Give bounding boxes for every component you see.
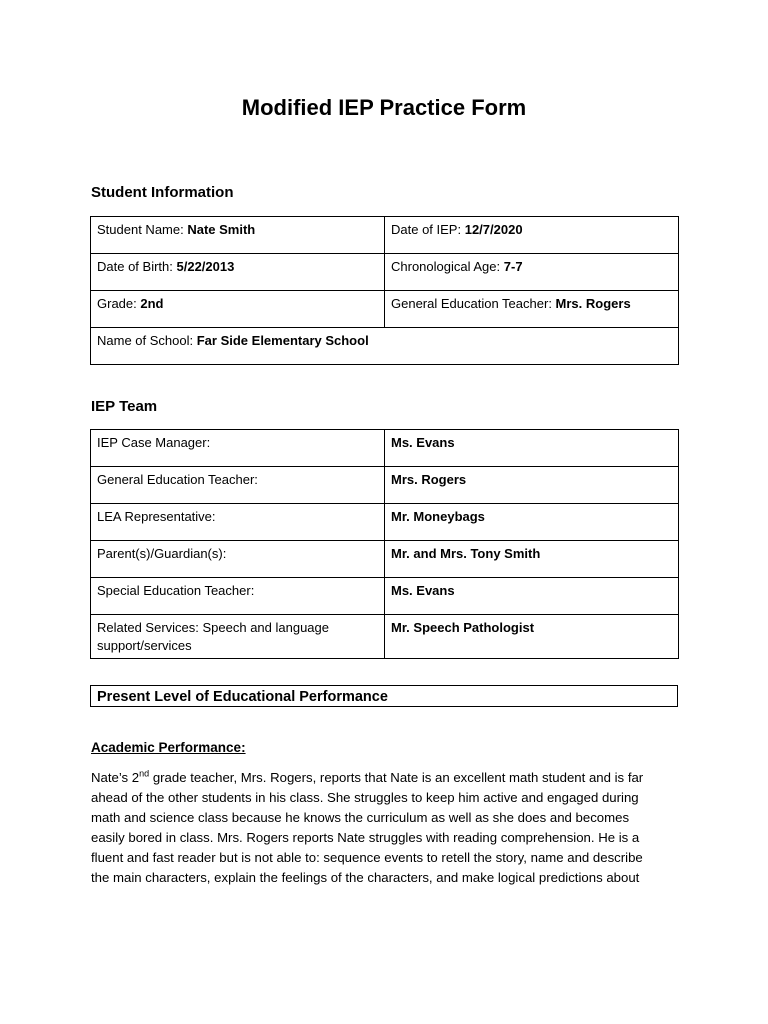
paragraph-line: math and science class because he knows the curriculum as well as she does and becomes <box>91 810 630 825</box>
iep-team-heading: IEP Team <box>91 398 158 415</box>
plep-heading-box: Present Level of Educational Performance <box>90 685 678 707</box>
table-row <box>91 291 679 328</box>
school-name-cell: Name of School: Far Side Elementary School <box>91 328 679 365</box>
table-row <box>91 430 679 467</box>
paragraph-line: Nate’s 2nd grade teacher, Mrs. Rogers, reports that Nate is an excellent math student and is far <box>91 768 644 785</box>
table-row <box>91 217 679 254</box>
paragraph-line: easily bored in class. Mrs. Rogers reports Nate struggles with reading comprehension. He is a <box>91 830 640 845</box>
chronological-age-cell: Chronological Age: 7-7 <box>385 254 679 291</box>
table-row <box>91 615 679 659</box>
table-row <box>91 504 679 541</box>
student-info-heading: Student Information <box>91 184 234 201</box>
team-member-cell: Ms. Evans <box>385 578 679 615</box>
team-member-cell: Ms. Evans <box>385 430 679 467</box>
gen-ed-teacher-cell: General Education Teacher: Mrs. Rogers <box>385 291 679 328</box>
team-role-cell: Related Services: Speech and language support/services <box>91 615 385 659</box>
paragraph-line: the main characters, explain the feelings of the characters, and make logical predictions about <box>91 870 640 885</box>
team-member-cell: Mr. Moneybags <box>385 504 679 541</box>
date-of-iep-cell: Date of IEP: 12/7/2020 <box>385 217 679 254</box>
team-member-cell: Mr. and Mrs. Tony Smith <box>385 541 679 578</box>
table-row <box>91 467 679 504</box>
paragraph-line: ahead of the other students in his class. She struggles to keep him active and engaged during <box>91 790 639 805</box>
academic-performance-heading: Academic Performance: <box>91 740 246 755</box>
table-row <box>91 541 679 578</box>
page-title: Modified IEP Practice Form <box>241 95 527 120</box>
student-info-table <box>90 216 679 365</box>
iep-team-table <box>90 429 679 659</box>
date-of-birth-cell: Date of Birth: 5/22/2013 <box>91 254 385 291</box>
team-role-cell: General Education Teacher: <box>91 467 385 504</box>
academic-performance-paragraph <box>91 768 681 888</box>
table-row <box>91 578 679 615</box>
paragraph-line: fluent and fast reader but is not able to: sequence events to retell the story, name and describe <box>91 850 643 865</box>
student-name-cell: Student Name: Nate Smith <box>91 217 385 254</box>
team-role-cell: Special Education Teacher: <box>91 578 385 615</box>
team-role-cell: LEA Representative: <box>91 504 385 541</box>
team-role-cell: IEP Case Manager: <box>91 430 385 467</box>
team-member-cell: Mrs. Rogers <box>385 467 679 504</box>
team-member-cell: Mr. Speech Pathologist <box>385 615 679 659</box>
table-row <box>91 254 679 291</box>
grade-cell: Grade: 2nd <box>91 291 385 328</box>
table-row <box>91 328 679 365</box>
team-role-cell: Parent(s)/Guardian(s): <box>91 541 385 578</box>
